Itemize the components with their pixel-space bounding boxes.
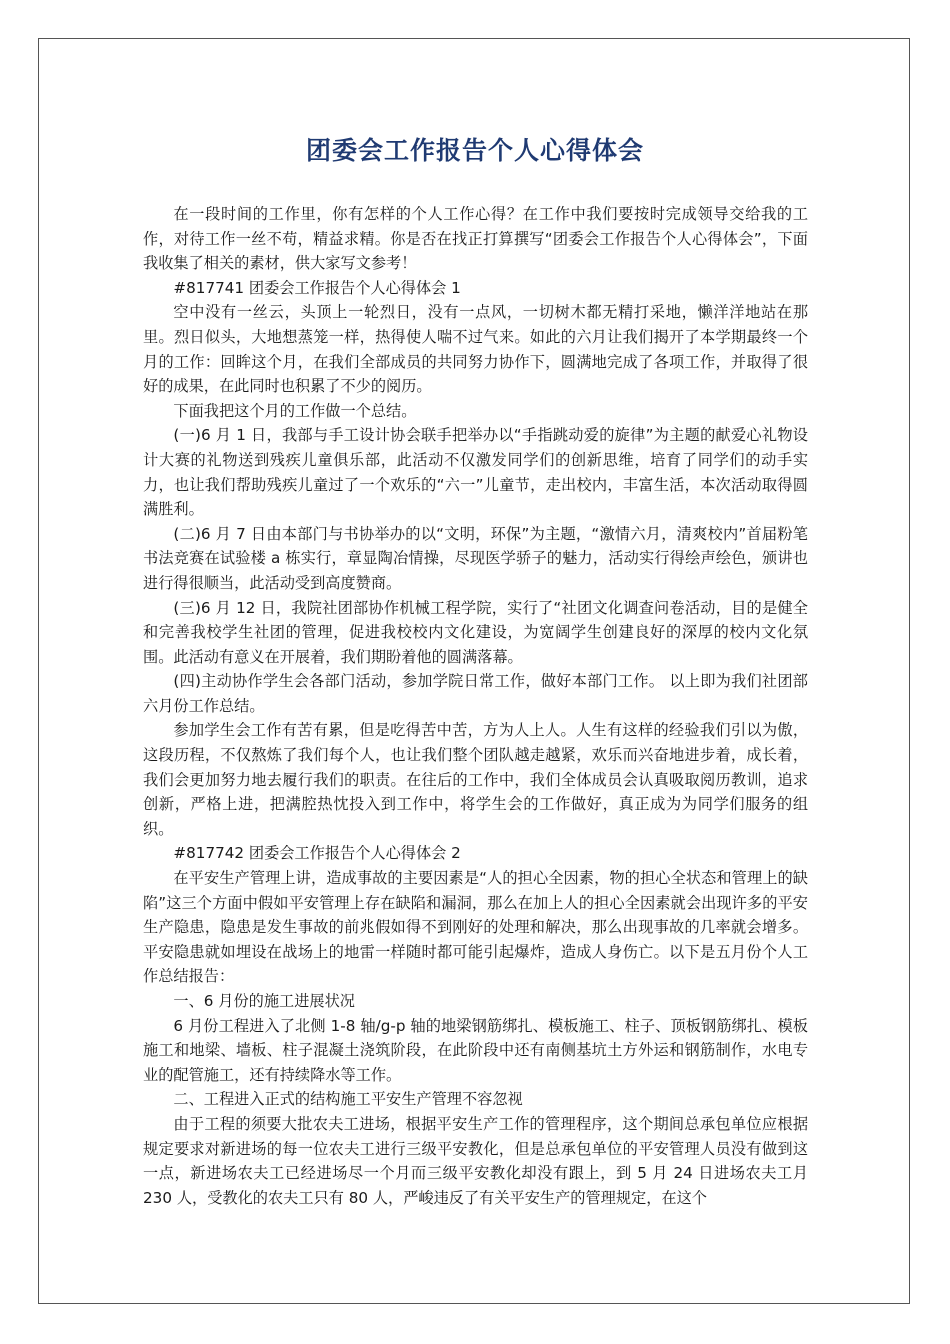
paragraph: 在平安生产管理上讲，造成事故的主要因素是“人的担心全因素，物的担心全状态和管理上的缺陷”这三个方面中假如平安管理上存在缺陷和漏洞，那么在加上人的担心全因素就会出现许多的平安生产隐患，隐患是发生事故的前兆假如得不到刚好的处理和解决，那么出现事故的几率就会增多。平安隐患就如埋设在战场上的地雷一样随时都可能引起爆炸，造成人身伤亡。以下是五月份个人工作总结报告： xyxy=(143,869,808,986)
paragraph: (四)主动协作学生会各部门活动，参加学院日常工作，做好本部门工作。 以上即为我们社团部六月份工作总结。 xyxy=(143,672,808,715)
paragraph: 空中没有一丝云，头顶上一轮烈日，没有一点风，一切树木都无精打采地，懒洋洋地站在那里。烈日似头，大地想蒸笼一样，热得使人喘不过气来。如此的六月让我们揭开了本学期最终一个月的工作：回眸这个月，在我们全部成员的共同努力协作下，圆满地完成了各项工作，并取得了很好的成果，在此同时也积累了不少的阅历。 xyxy=(143,303,808,396)
paragraph: (一)6 月 1 日，我部与手工设计协会联手把举办以“手指跳动爱的旋律”为主题的献爱心礼物设计大赛的礼物送到残疾儿童俱乐部，此活动不仅激发同学们的创新思维，培育了同学们的动手实力，也让我们帮助残疾儿童过了一个欢乐的“六一”儿童节，走出校内，丰富生活，本次活动取得圆满胜利。 xyxy=(143,426,808,519)
subheading: 一、6 月份的施工进展状况 xyxy=(173,992,355,1010)
paragraph: (三)6 月 12 日，我院社团部协作机械工程学院，实行了“社团文化调查问卷活动，目的是健全和完善我校学生社团的管理，促进我校校内文化建设，为宽阔学生创建良好的深厚的校内文化氛围。此活动有意义在开展着，我们期盼着他的圆满落幕。 xyxy=(143,598,808,666)
paragraph: 6 月份工程进入了北侧 1-8 轴/g-p 轴的地梁钢筋绑扎、模板施工、柱子、顶板钢筋绑扎、模板施工和地梁、墙板、柱子混凝土浇筑阶段，在此阶段中还有南侧基坑土方外运和钢筋制作，水电专业的配管施工，还有持续降水等工作。 xyxy=(143,1016,808,1084)
document-body xyxy=(143,202,808,1210)
section-heading-2: #817742 团委会工作报告个人心得体会 2 xyxy=(173,844,461,863)
paragraph: 参加学生会工作有苦有累，但是吃得苦中苦，方为人上人。人生有这样的经验我们引以为傲，这段历程，不仅熬炼了我们每个人，也让我们整个团队越走越紧，欢乐而兴奋地进步着，成长着，我们会更加努力地去履行我们的职责。在往后的工作中，我们全体成员会认真吸取阅历教训，追求创新，严格上进，把满腔热忱投入到工作中，将学生会的工作做好，真正成为为同学们服务的组织。 xyxy=(143,721,808,838)
section-heading-1: #817741 团委会工作报告个人心得体会 1 xyxy=(173,278,461,297)
paragraph-intro: 在一段时间的工作里，你有怎样的个人工作心得？在工作中我们要按时完成领导交给我的工作，对待工作一丝不苟，精益求精。你是否在找正打算撰写“团委会工作报告个人心得体会”，下面我收集了相关的素材，供大家写文参考！ xyxy=(143,205,808,273)
paragraph: 下面我把这个月的工作做一个总结。 xyxy=(173,401,417,420)
paragraph: (二)6 月 7 日由本部门与书协举办的以“文明，环保”为主题，“激情六月，清爽校内”首届粉笔书法竞赛在试验楼 a 栋实行，章显陶冶情操，尽现医学骄子的魅力，活动实行得绘声绘色，颁讲也进行得很顺当，此活动受到高度赞商。 xyxy=(143,524,808,592)
document-title: 团委会工作报告个人心得体会 xyxy=(305,136,644,165)
paragraph: 由于工程的须要大批农夫工进场，根据平安生产工作的管理程序，这个期间总承包单位应根据规定要求对新进场的每一位农夫工进行三级平安教化，但是总承包单位的平安管理人员没有做到这一点，新进场农夫工已经进场尽一个月而三级平安教化却没有跟上，到 5 月 24 日进场农夫工月 230 人，受教化的农夫工只有 80 人，严峻违反了有关平安生产的管理规定，在这个 xyxy=(143,1114,808,1207)
subheading: 二、工程进入正式的结构施工平安生产管理不容忽视 xyxy=(173,1090,523,1109)
